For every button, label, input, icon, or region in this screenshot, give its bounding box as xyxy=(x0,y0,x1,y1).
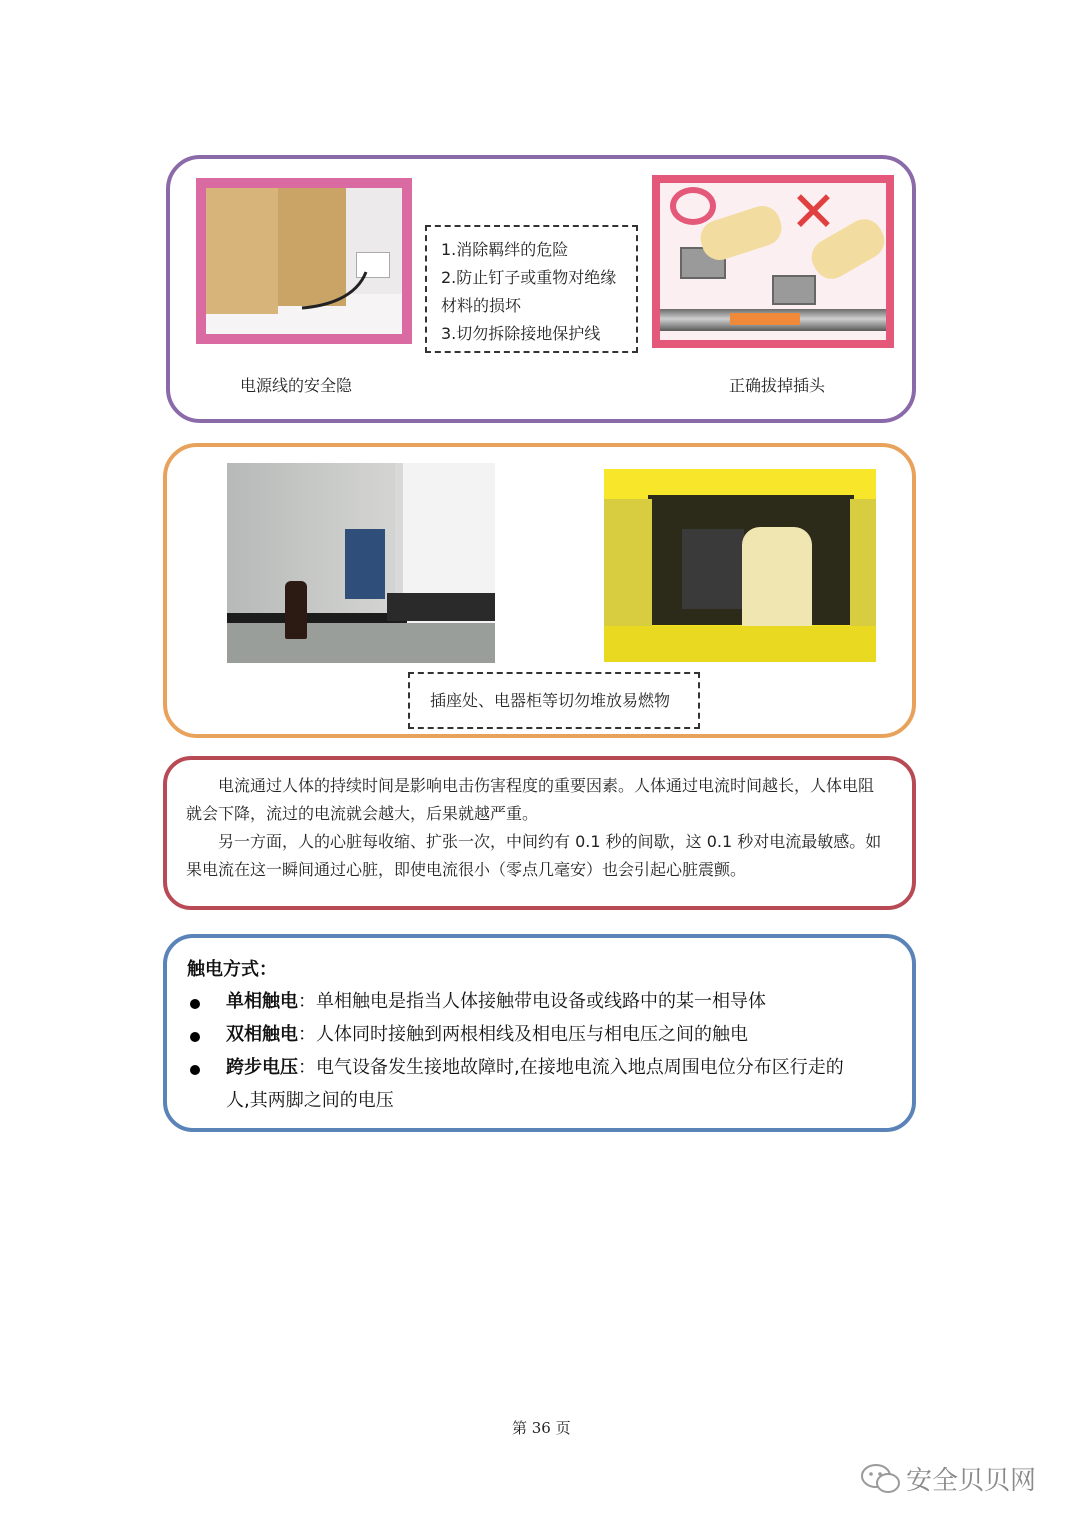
wechat-icon xyxy=(860,1462,902,1496)
paragraph-2-line-2: 果电流在这一瞬间通过心脏，即使电流很小（零点几毫安）也会引起心脏震颤。 xyxy=(186,860,747,879)
paragraph-1-line-1: 电流通过人体的持续时间是影响电击伤害程度的重要因素。人体通过电流时间越长，人体电阻 xyxy=(218,776,875,795)
note-line-2: 2.防止钉子或重物对绝缘 xyxy=(441,268,617,287)
paragraph-1-line-2: 就会下降，流过的电流就会越大，后果就越严重。 xyxy=(186,804,539,823)
bullet-icon xyxy=(190,999,200,1009)
term-label: 跨步电压 xyxy=(226,1057,298,1078)
hazard-notes-box xyxy=(425,225,638,353)
items-in-cabinet-image xyxy=(604,469,876,662)
term-label: 单相触电 xyxy=(226,991,298,1012)
list-item-step-voltage xyxy=(186,1051,844,1084)
note-line-4: 3.切勿拆除接地保护线 xyxy=(441,324,601,343)
list-item-single-phase xyxy=(186,985,766,1018)
caption-power-cord-hazard: 电源线的安全隐 xyxy=(240,376,353,395)
caption-correct-unplug: 正确拔掉插头 xyxy=(729,376,826,395)
note-line-3: 材料的损坏 xyxy=(441,296,522,315)
term-description: ：人体同时接触到两根相线及相电压与相电压之间的触电 xyxy=(298,1024,748,1045)
flammables-caption: 插座处、电器柜等切勿堆放易燃物 xyxy=(430,691,671,710)
paragraph-2-line-1: 另一方面，人的心脏每收缩、扩张一次，中间约有 0.1 秒的间歇，这 0.1 秒对电流最敏感。如 xyxy=(218,832,882,851)
list-item-two-phase xyxy=(186,1018,748,1051)
term-label: 双相触电 xyxy=(226,1024,298,1045)
cord-under-cabinet-image xyxy=(196,178,412,344)
term-description: ：电气设备发生接地故障时,在接地电流入地点周围电位分布区行走的 xyxy=(298,1057,844,1078)
bottle-near-outlet-image xyxy=(227,463,495,663)
shock-types-heading: 触电方式： xyxy=(187,959,277,980)
term-description: ：单相触电是指当人体接触带电设备或线路中的某一相导体 xyxy=(298,991,766,1012)
correct-unplug-image: ✕ xyxy=(652,175,894,348)
bullet-icon xyxy=(190,1065,200,1075)
step-voltage-continuation: 人,其两脚之间的电压 xyxy=(226,1090,394,1111)
page-number: 第 36 页 xyxy=(512,1419,571,1437)
flammables-caption-box xyxy=(408,672,700,729)
note-line-1: 1.消除羁绊的危险 xyxy=(441,240,569,259)
bullet-icon xyxy=(190,1032,200,1042)
watermark-text: 安全贝贝网 xyxy=(906,1466,1037,1496)
